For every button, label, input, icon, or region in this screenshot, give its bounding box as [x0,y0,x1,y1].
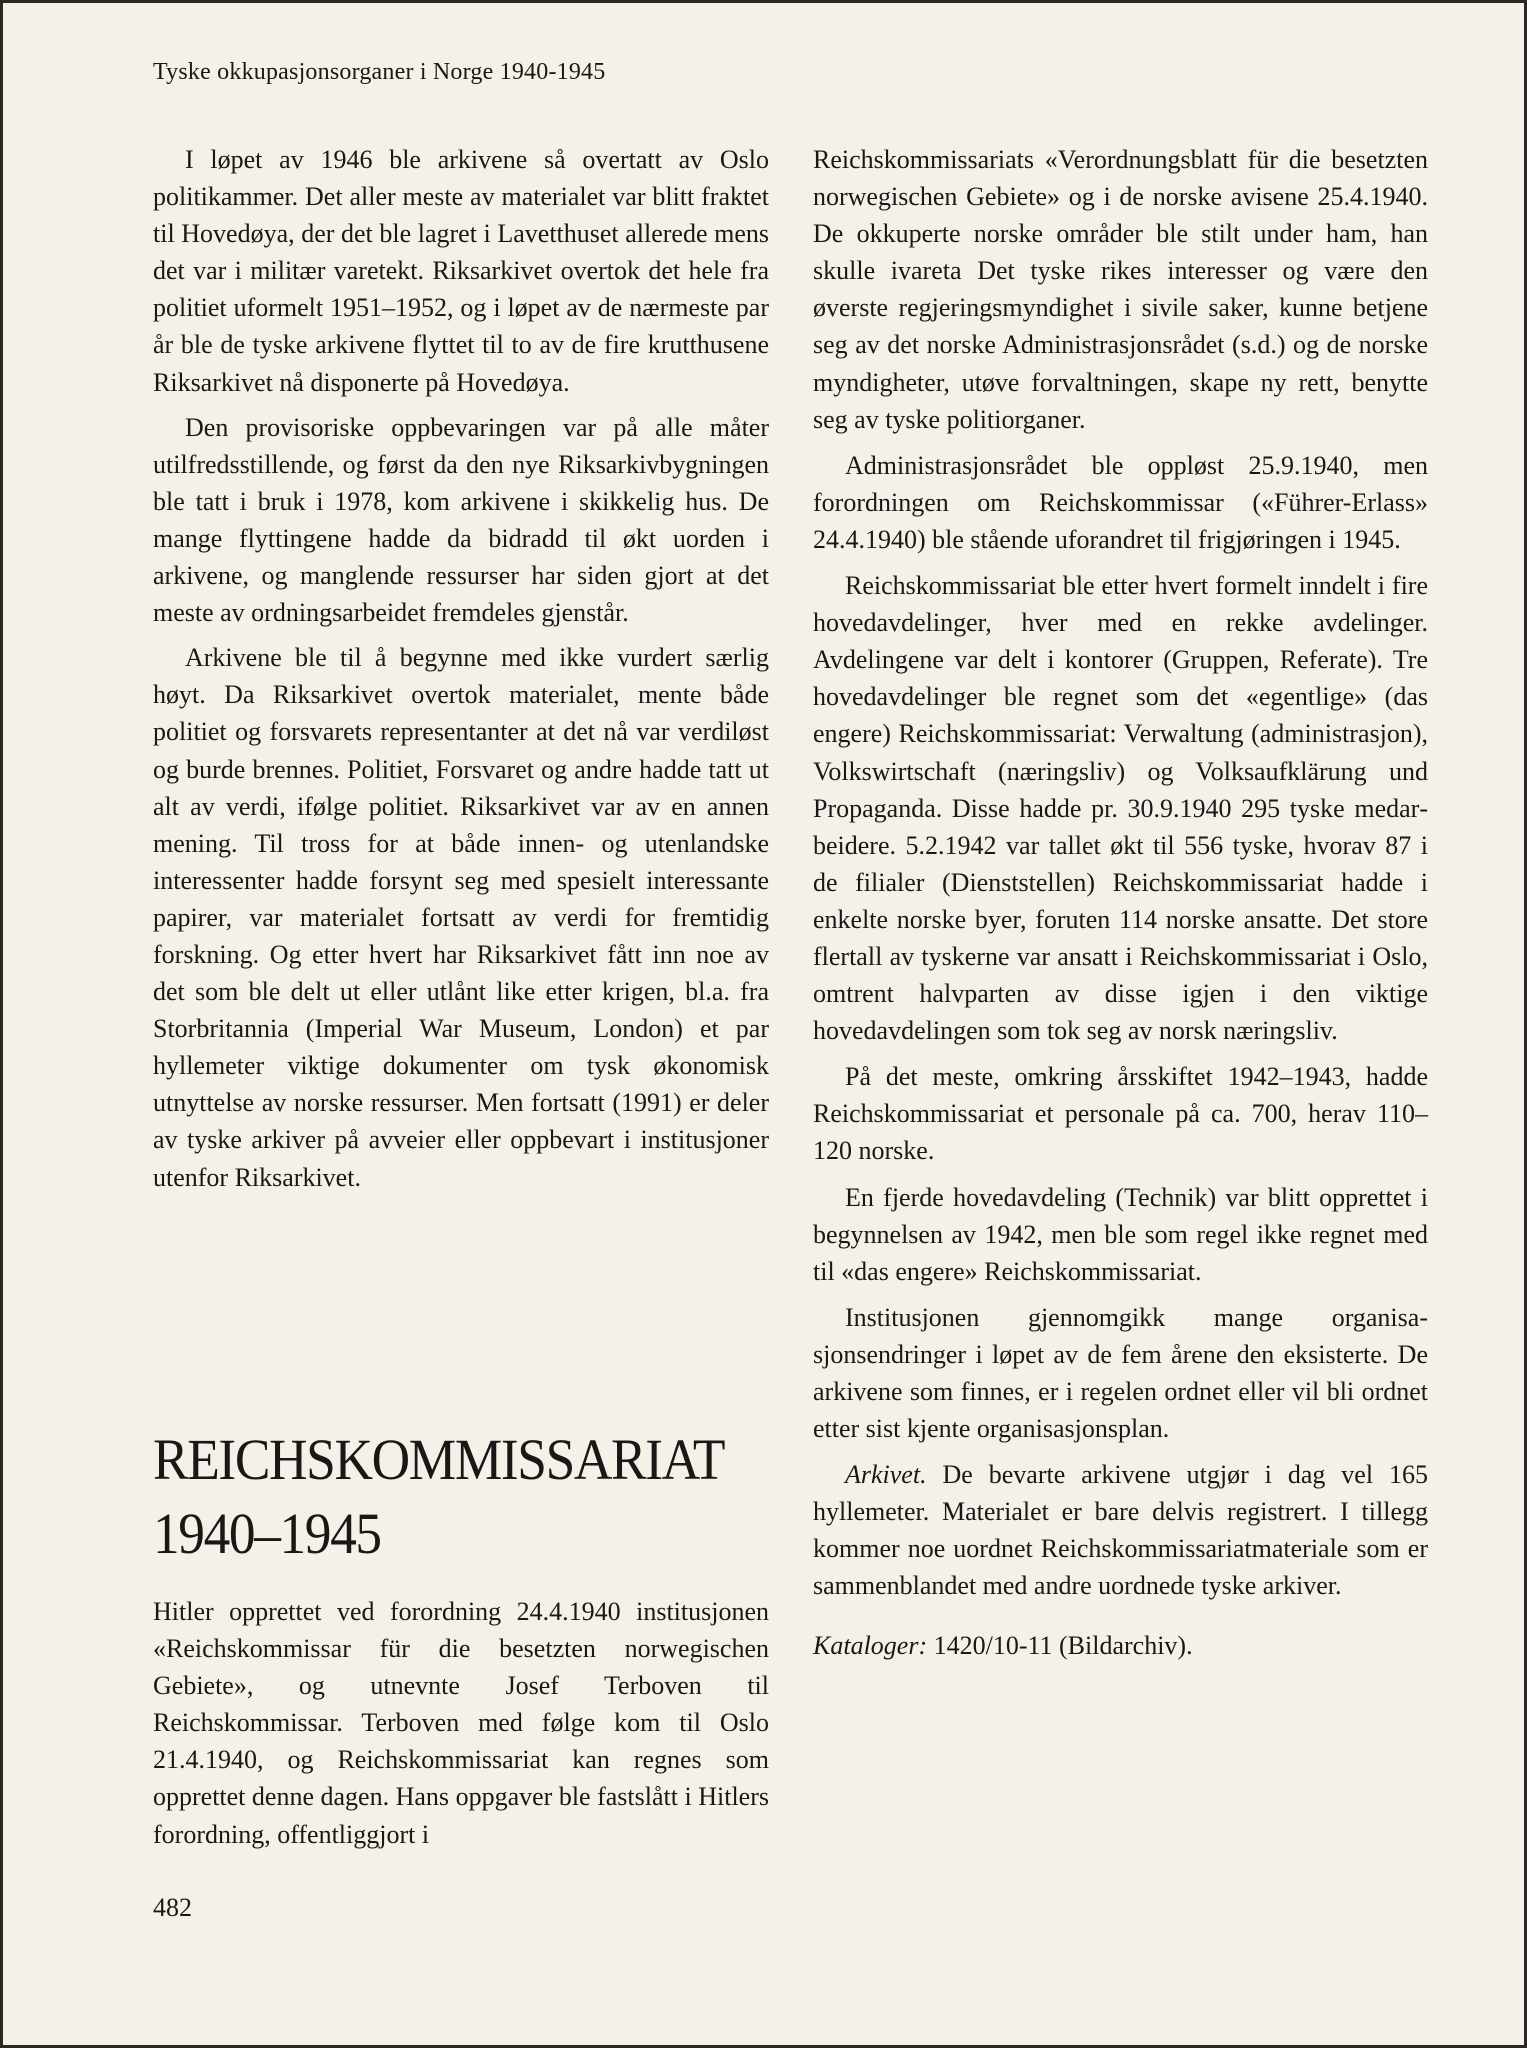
left-column [153,141,769,1196]
paragraph: Reichskommissariats «Verordnungsblatt für die besetzten norwegischen Gebiete» og i de norske avisene 25.4.1940. De okkuperte norske områder ble stilt under ham, han skulle ivareta Det tyske rikes interesser og være den øverste regjeringsmyndighet i sivile saker, kunne betjene seg av det norske Administrasjonsrådet (s.d.) og de norske myndigheter, utøve forvaltningen, skape ny rett, benytte seg av tyske politiorganer. [813,145,1428,434]
paragraph: Reichskommissariat ble etter hvert formelt inndelt i fire hovedavdelinger, hver med en rekke avdelinger. Avdelingene var delt i kontorer (Gruppen, Referate). Tre hovedavdelinger ble regnet som det «egentlige» (das engere) Reichskommissariat: Verwaltung (administrasjon), Volkswirtschaft (næringsliv) og Volksaufklärung und Propaganda. Disse hadde pr. 30.9.1940 295 tyske medarbeidere. 5.2.1942 var tallet økt til 556 tyske, hvorav 87 i de filialer (Dienststellen) Reichskommissariat hadde i enkelte norske byer, foruten 114 norske ansatte. Det store flertall av tyskerne var ansatt i Reichskommissariat i Oslo, omtrent halvparten av disse igjen i den viktige hovedavdelingen som tok seg av norsk næringsliv. [813,571,1428,1046]
section-intro: Hitler opprettet ved forordning 24.4.1940 institusjonen «Reichskommissar für die besetzten norwegischen Gebiete», og utnevnte Josef Terboven til Reichskommissar. Terboven med følge kom til Oslo 21.4.1940, og Reichskommissariat kan regnes som opprettet denne dagen. Hans oppgaver ble fastslått i Hitlers forordning, offentliggjort i [153,1597,769,1849]
section-heading [153,1423,725,1571]
archive-text: De bevarte arkivene utgjør i dag vel 165 hyllemeter. Materialet er bare delvis registrert. I tillegg kommer noe uordnet Reichskommissariatmateriale som er sammenblandet med andre uordnede tyske arkiver. [813,1460,1428,1601]
archive-paragraph [813,1456,1428,1604]
catalog-text: 1420/10-11 (Bildarchiv). [927,1630,1193,1660]
running-head: Tyske okkupasjonsorganer i Norge 1940-1945 [153,59,606,85]
section-intro-column [153,1593,769,1853]
paragraph: Den provisoriske oppbevaringen var på alle måter utilfredsstillende, og først da den nye Riksarkivbygningen ble tatt i bruk i 1978, kom arkivene i skikkelig hus. De mange flyttingene hadde da bidradd til økt uorden i arkivene, og manglende ressurser har siden gjort at det meste av ordningsarbeidet fremdeles gjenstår. [153,412,769,628]
catalog-paragraph [813,1627,1428,1664]
right-column [813,141,1428,1664]
archive-label: Arkivet. [845,1460,927,1490]
paragraph: Administrasjonsrådet ble oppløst 25.9.1940, men forordningen om Reichskommissar («Führer-Erlass» 24.4.1940) ble stående uforandret til frigjøringen i 1945. [813,450,1428,554]
catalog-label: Kataloger: [813,1630,928,1660]
paragraph: På det meste, omkring årsskiftet 1942–1943, hadde Reichskommissariat et personale på ca. 700, herav 110–120 norske. [813,1062,1428,1166]
paragraph: I løpet av 1946 ble arkivene så overtatt av Oslo politikammer. Det aller meste av materialet var blitt fraktet til Hovedøya, der det ble lagret i Lavetthuset allerede mens det var i militær varetekt. Riksarkivet overtok det hele fra politiet uformelt 1951–1952, og i løpet av de nærmeste par år ble de tyske arkivene flyttet til to av de fire krutthusene Riksarkivet nå disponerte på Hovedøya. [153,145,769,397]
paragraph: Institusjonen gjennomgikk mange organisasjonsendringer i løpet av de fem årene den eksisterte. De arkivene som finnes, er i regelen ordnet eller vil bli ordnet etter sist kjente organisasjonsplan. [813,1302,1428,1444]
paragraph: Arkivene ble til å begynne med ikke vurdert særlig høyt. Da Riksarkivet overtok materialet, mente både politiet og forsvarets representanter at det nå var verdiløst og burde brennes. Politiet, Forsvaret og andre hadde tatt ut alt av verdi, ifølge politiet. Riksarkivet var av en annen mening. Til tross for at både innen- og utenlandske interessenter hadde forsynt seg med spesielt interessante papirer, var materialet fortsatt av verdi for fremtidig forskning. Og etter hvert har Riksarkivet fått inn noe av det som ble delt ut eller utlånt like etter krigen, bl.a. fra Storbritannia (Imperial War Museum, London) et par hyllemeter viktige dokumenter om tysk økonomisk utnyttelse av norske ressurser. Men fortsatt (1991) er deler av tyske arkiver på avveier eller oppbevart i institusjoner utenfor Riksarkivet. [153,643,769,1192]
section-heading-line1: REICHSKOMMISSARIAT [153,1427,725,1492]
section-heading-line2: 1940–1945 [153,1501,381,1566]
page-number: 482 [153,1893,192,1922]
paragraph: En fjerde hovedavdeling (Technik) var blitt opprettet i begynnelsen av 1942, men ble som regel ikke regnet med til «das engere» Reichskommissariat. [813,1182,1428,1286]
